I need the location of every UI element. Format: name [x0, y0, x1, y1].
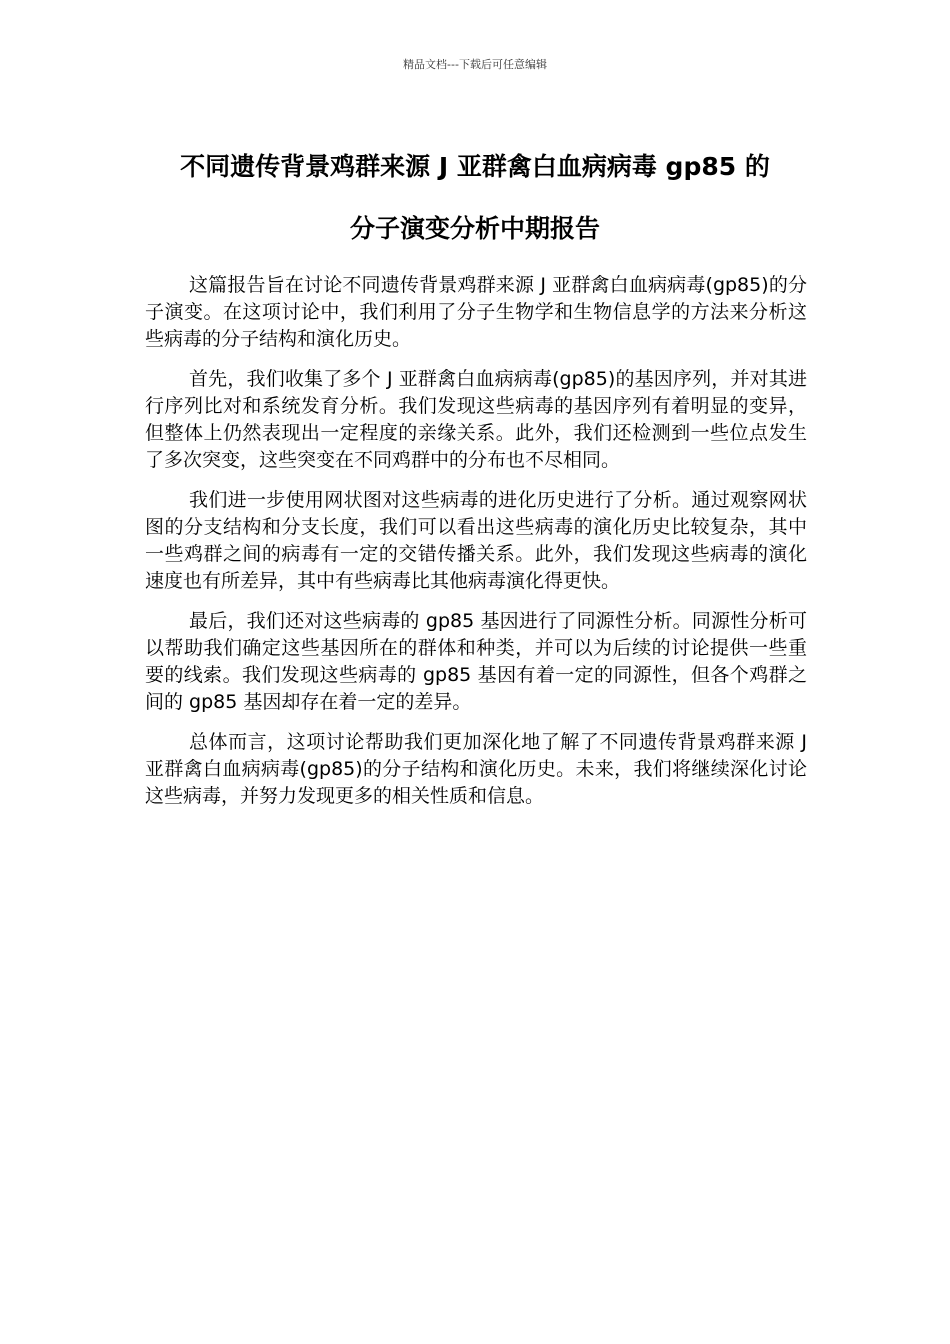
title-line-1: 不同遗传背景鸡群来源 J 亚群禽白血病病毒 gp85 的	[180, 152, 770, 181]
document-body	[145, 272, 807, 823]
paragraph-intro: 这篇报告旨在讨论不同遗传背景鸡群来源 J 亚群禽白血病病毒(gp85)的分子演变。在这项讨论中，我们利用了分子生物学和生物信息学的方法来分析这些病毒的分子结构和演化历史。	[145, 274, 807, 350]
title-line-2: 分子演变分析中期报告	[349, 214, 600, 243]
paragraph-conclusion: 总体而言，这项讨论帮助我们更加深化地了解了不同遗传背景鸡群来源 J 亚群禽白血病病毒(gp85)的分子结构和演化历史。未来，我们将继续深化讨论这些病毒，并努力发现更多的相关性质和信息。	[145, 731, 807, 807]
paragraph-sequence-analysis: 首先，我们收集了多个 J 亚群禽白血病病毒(gp85)的基因序列，并对其进行序列比对和系统发育分析。我们发现这些病毒的基因序列有着明显的变异，但整体上仍然表现出一定程度的亲缘关系。此外，我们还检测到一些位点发生了多次突变，这些突变在不同鸡群中的分布也不尽相同。	[145, 368, 807, 471]
paragraph-network-analysis: 我们进一步使用网状图对这些病毒的进化历史进行了分析。通过观察网状图的分支结构和分支长度，我们可以看出这些病毒的演化历史比较复杂，其中一些鸡群之间的病毒有一定的交错传播关系。此外，我们发现这些病毒的演化速度也有所差异，其中有些病毒比其他病毒演化得更快。	[145, 489, 807, 592]
paragraph-homology-analysis: 最后，我们还对这些病毒的 gp85 基因进行了同源性分析。同源性分析可以帮助我们确定这些基因所在的群体和种类，并可以为后续的讨论提供一些重要的线索。我们发现这些病毒的 gp85 基因有着一定的同源性，但各个鸡群之间的 gp85 基因却存在着一定的差异。	[145, 610, 807, 713]
document-title	[100, 136, 850, 260]
header-note: 精品文档---下载后可任意编辑	[403, 58, 547, 71]
